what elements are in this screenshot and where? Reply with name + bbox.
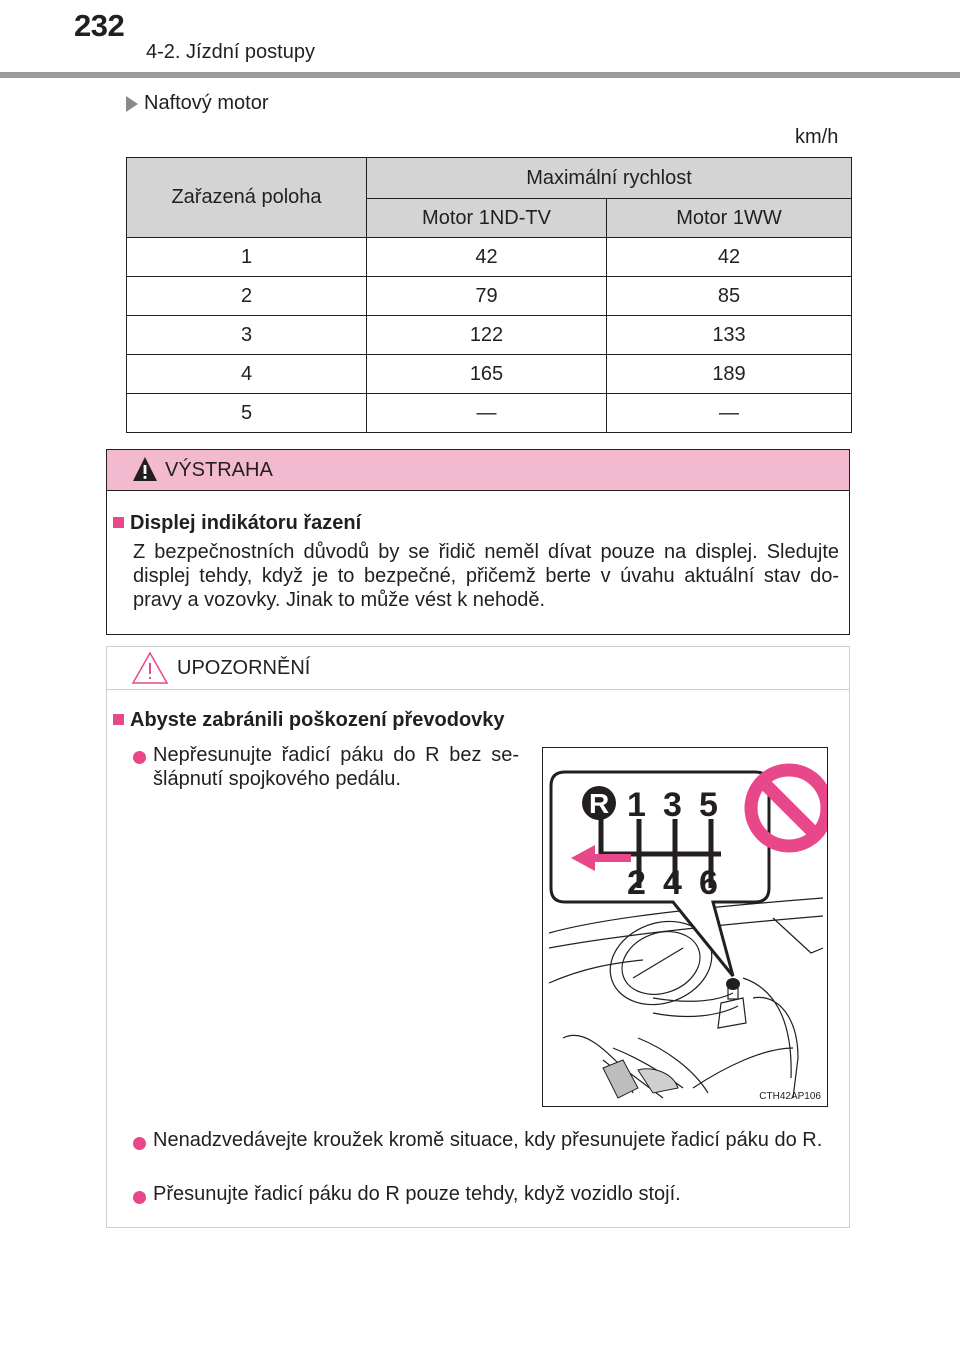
pink-square-bullet-icon [113, 517, 124, 528]
table-header-gear: Zařazená poloha [127, 158, 367, 238]
table-header-engine-a: Motor 1ND-TV [367, 199, 607, 238]
bullet-dot-icon [133, 1191, 146, 1204]
cell-engine-a: 79 [367, 277, 607, 316]
cell-engine-a: 42 [367, 238, 607, 277]
subsection-heading [126, 92, 268, 115]
warning-header [107, 450, 849, 491]
gear-2-label: 2 [627, 864, 646, 902]
header-rule [0, 72, 960, 78]
caution-label: UPOZORNĚNÍ [177, 657, 311, 679]
caution-bullet-2: Nenadzvedávejte kroužek kromě situace, kdy přesunujete řadicí páku do R. [153, 1129, 823, 1151]
section-title: 4-2. Jízdní postupy [146, 41, 315, 63]
gear-3-label: 3 [663, 786, 682, 824]
cell-gear: 2 [127, 277, 367, 316]
cell-gear: 5 [127, 394, 367, 433]
bullet-dot-icon [133, 751, 146, 764]
cell-engine-b: 133 [607, 316, 852, 355]
gear-4-label: 4 [663, 864, 682, 902]
gear-r-label: R [589, 788, 610, 819]
shift-pattern-illustration [542, 747, 828, 1107]
driver-shifter-drawing [543, 748, 828, 1107]
caution-bullet-1: Nepřesunujte řadicí páku do R bez se-šlápnutí spojkového pedálu. [153, 744, 519, 790]
cell-engine-b: — [607, 394, 852, 433]
cell-engine-b: 189 [607, 355, 852, 394]
cell-engine-a: 122 [367, 316, 607, 355]
cell-engine-a: — [367, 394, 607, 433]
table-row [127, 394, 852, 433]
subsection-label: Naftový motor [144, 92, 269, 114]
bullet-dot-icon [133, 1137, 146, 1150]
pink-square-bullet-icon [113, 714, 124, 725]
table-row [127, 316, 852, 355]
cell-engine-b: 85 [607, 277, 852, 316]
table-row [127, 238, 852, 277]
cell-gear: 4 [127, 355, 367, 394]
page-number: 232 [74, 8, 125, 43]
table-header-max-speed: Maximální rychlost [367, 158, 852, 199]
illustration-code: CTH42AP106 [759, 1091, 821, 1102]
table-header-engine-b: Motor 1WW [607, 199, 852, 238]
caution-item-title [113, 709, 505, 732]
warning-item-title-text: Displej indikátoru řazení [130, 512, 362, 534]
table-row [127, 277, 852, 316]
warning-triangle-icon [132, 454, 158, 484]
gear-5-label: 5 [699, 786, 718, 824]
cell-gear: 3 [127, 316, 367, 355]
cell-engine-a: 165 [367, 355, 607, 394]
table-row [127, 355, 852, 394]
cell-gear: 1 [127, 238, 367, 277]
warning-label: VÝSTRAHA [165, 459, 273, 481]
caution-triangle-icon [131, 650, 169, 686]
caution-item-title-text: Abyste zabránili poškození převodovky [130, 709, 505, 731]
caution-bullet-3: Přesunujte řadicí páku do R pouze tehdy, když vozidlo stojí. [153, 1183, 681, 1205]
warning-text: Z bezpečnostních důvodů by se řidič neměl dívat pouze na displej. Sledujte displej tehdy, když je to bezpečné, přičemž berte v úvahu aktuální stav do-pravy a vozovky. Jinak to může vést k nehodě. [133, 541, 839, 611]
gear-1-label: 1 [627, 786, 646, 824]
caution-header [107, 647, 849, 690]
cell-engine-b: 42 [607, 238, 852, 277]
warning-item-title [113, 512, 361, 535]
triangle-bullet-icon [126, 96, 138, 112]
unit-label: km/h [795, 126, 839, 148]
warning-box [106, 449, 850, 635]
max-speed-table [126, 157, 852, 433]
gear-6-label: 6 [699, 864, 718, 902]
